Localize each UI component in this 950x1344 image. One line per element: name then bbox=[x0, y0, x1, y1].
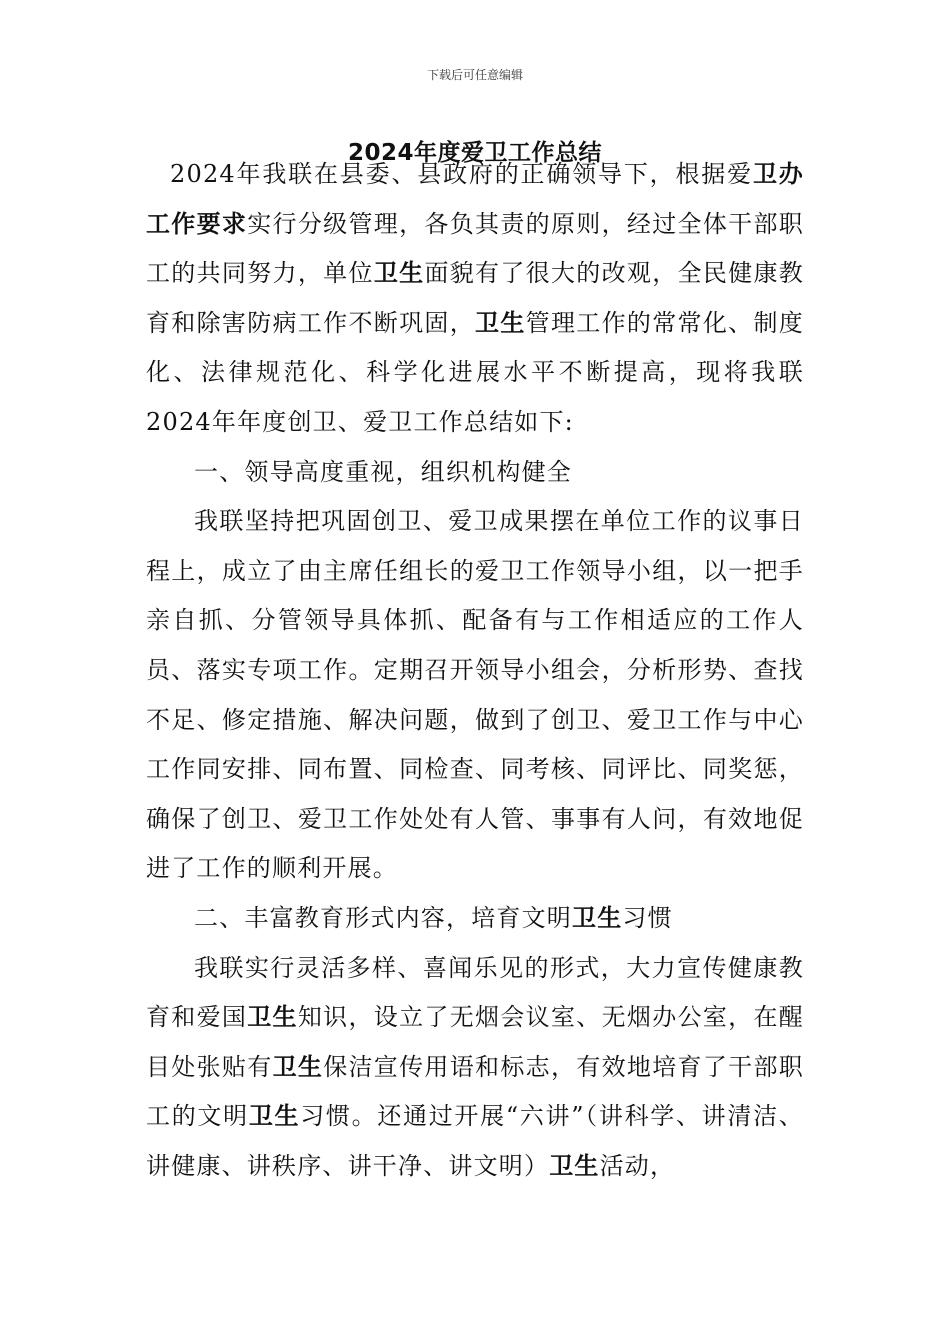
highlight-text: 卫生 bbox=[247, 1003, 298, 1032]
text-run: 知识，设立了无烟会议室、无烟办公室，在醒目处张贴有 bbox=[146, 1003, 804, 1081]
text-run: 二、丰富教育形式内容，培育文明 bbox=[194, 903, 572, 932]
text-run: 2024年我联在县委、县政府的正确领导下，根据爱 bbox=[170, 160, 753, 188]
text-run: 我联实行灵活多样、喜闻乐见的形式，大力宣传健康教育和爱国 bbox=[146, 953, 804, 1032]
document-title: 2024年度爱卫工作总结 bbox=[347, 140, 602, 166]
text-run: 面貌有了很大的改观，全民健康教育和除害防病工作不断巩固， bbox=[146, 259, 804, 337]
document-body bbox=[146, 150, 804, 1191]
text-run: 活动， bbox=[599, 1151, 676, 1180]
section-1-heading: 一、领导高度重视，组织机构健全 bbox=[194, 457, 572, 486]
highlight-text: 卫办工作要求 bbox=[146, 160, 804, 238]
text-run: 保洁宣传用语和标志，有效地培育了干部职工的文明 bbox=[146, 1052, 804, 1131]
highlight-text: 卫生 bbox=[475, 308, 526, 337]
highlight-text: 卫生 bbox=[373, 259, 425, 288]
section-2-heading bbox=[146, 894, 804, 944]
header-note: 下载后可任意编辑 bbox=[426, 68, 523, 82]
intro-paragraph bbox=[146, 150, 804, 448]
highlight-text: 卫生 bbox=[272, 1052, 324, 1081]
highlight-text: 卫生 bbox=[549, 1151, 600, 1180]
section-2-paragraph bbox=[146, 944, 804, 1192]
text-run: 习惯 bbox=[622, 903, 673, 932]
text-run: 管理工作的常常化、制度化、法律规范化、科学化进展水平不断提高，现将我联2024年年度创卫、爱卫工作总结如下: bbox=[146, 308, 804, 436]
highlight-text: 卫生 bbox=[248, 1102, 301, 1131]
section-1-paragraph: 我联坚持把巩固创卫、爱卫成果摆在单位工作的议事日程上，成立了由主席任组长的爱卫工作领导小组，以一把手亲自抓、分管领导具体抓、配备有与工作相适应的工作人员、落实专项工作。定期召开领导小组会，分析形势、查找不足、修定措施、解决问题，做到了创卫、爱卫工作与中心工作同安排、同布置、同检查、同考核、同评比、同奖惩，确保了创卫、爱卫工作处处有人管、事事有人问，有效地促进了工作的顺利开展。 bbox=[146, 507, 804, 883]
text-run: 实行分级管理，各负其责的原则，经过全体干部职工的共同努力，单位 bbox=[146, 209, 804, 288]
highlight-text: 卫生 bbox=[572, 903, 623, 932]
text-run: 习惯。还通过开展“六讲”（讲科学、讲清洁、讲健康、讲秩序、讲干净、讲文明） bbox=[146, 1102, 804, 1180]
